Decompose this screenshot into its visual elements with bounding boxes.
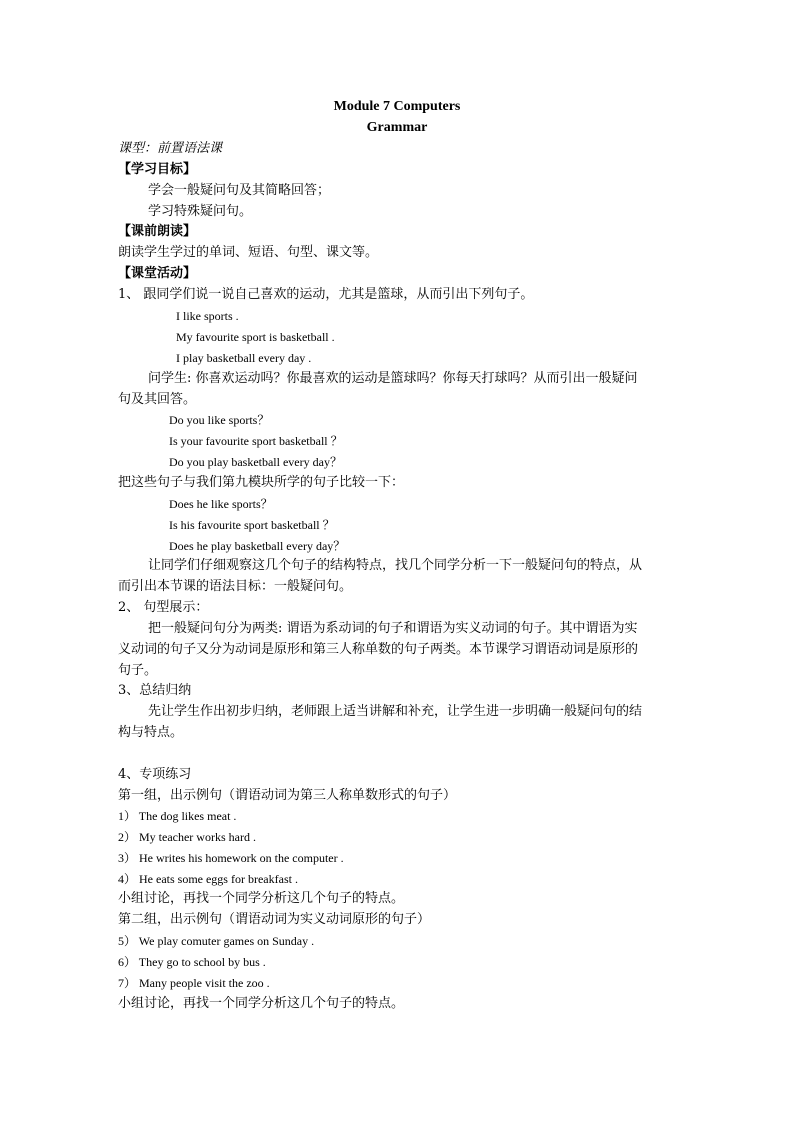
activity-3: 3、总结归纳 (118, 683, 192, 698)
show-line-3: 句子。 (118, 663, 158, 678)
goal-line-1: 学会一般疑问句及其简略回答； (148, 183, 331, 198)
discuss-2: 小组讨论，再找一个同学分析这几个句子的特点。 (118, 996, 405, 1011)
observe-line-2: 而引出本节课的语法目标：一般疑问句。 (118, 579, 353, 594)
preread-text: 朗读学生学过的单词、短语、句型、课文等。 (118, 245, 379, 260)
question-5: Is his favourite sport basketball ？ (169, 518, 335, 532)
activity-1: 1、 跟同学们说一说自己喜欢的运动，尤其是篮球，从而引出下列句子。 (118, 287, 534, 302)
discuss-1: 小组讨论，再找一个同学分析这几个句子的特点。 (118, 891, 405, 906)
activity-2: 2、 句型展示： (118, 600, 209, 615)
goal-line-2: 学习特殊疑问句。 (148, 204, 253, 219)
question-2: Is your favourite sport basketball ？ (169, 434, 343, 448)
page-subtitle: Grammar (366, 120, 428, 135)
sentence-3: I play basketball every day . (176, 351, 312, 365)
group-2-heading: 第二组，出示例句（谓语动词为实义动词原形的句子） (118, 912, 431, 927)
example-1: 1） The dog likes meat . (118, 809, 237, 823)
section-activity-heading: 【课堂活动】 (118, 266, 197, 281)
activity-4: 4、专项练习 (118, 767, 192, 782)
example-6: 6） They go to school by bus . (118, 955, 266, 969)
example-5: 5） We play comuter games on Sunday . (118, 934, 315, 948)
question-4: Does he like sports？ (169, 497, 273, 511)
show-line-2: 义动词的句子又分为动词是原形和第三人称单数的句子两类。本节课学习谓语动词是原形的 (118, 642, 639, 657)
show-line-1: 把一般疑问句分为两类: 谓语为系动词的句子和谓语为实义动词的句子。其中谓语为实 (148, 621, 638, 636)
question-6: Does he play basketball every day？ (169, 539, 346, 553)
sentence-2: My favourite sport is basketball . (176, 330, 335, 344)
lesson-type: 课型：前置语法课 (118, 141, 223, 156)
question-3: Do you play basketball every day？ (169, 455, 342, 469)
example-2: 2） My teacher works hard . (118, 830, 256, 844)
sentence-1: I like sports . (176, 309, 239, 323)
section-goals-heading: 【学习目标】 (118, 162, 197, 177)
observe-line-1: 让同学们仔细观察这几个句子的结构特点，找几个同学分析一下一般疑问句的特点，从 (148, 558, 643, 573)
compare-text: 把这些句子与我们第九模块所学的句子比较一下： (118, 475, 405, 490)
ask-line-2: 句及其回答。 (118, 392, 197, 407)
example-4: 4） He eats some eggs for breakfast . (118, 872, 298, 886)
summary-line-2: 构与特点。 (118, 725, 184, 740)
summary-line-1: 先让学生作出初步归纳，老师跟上适当讲解和补充，让学生进一步明确一般疑问句的结 (148, 704, 643, 719)
section-preread-heading: 【课前朗读】 (118, 224, 197, 239)
example-7: 7） Many people visit the zoo . (118, 976, 270, 990)
ask-line-1: 问学生: 你喜欢运动吗？你最喜欢的运动是篮球吗？你每天打球吗？从而引出一般疑问 (148, 371, 638, 386)
example-3: 3） He writes his homework on the computer . (118, 851, 344, 865)
group-1-heading: 第一组，出示例句（谓语动词为第三人称单数形式的句子） (118, 788, 457, 803)
page-title: Module 7 Computers (333, 99, 461, 114)
question-1: Do you like sports？ (169, 413, 270, 427)
